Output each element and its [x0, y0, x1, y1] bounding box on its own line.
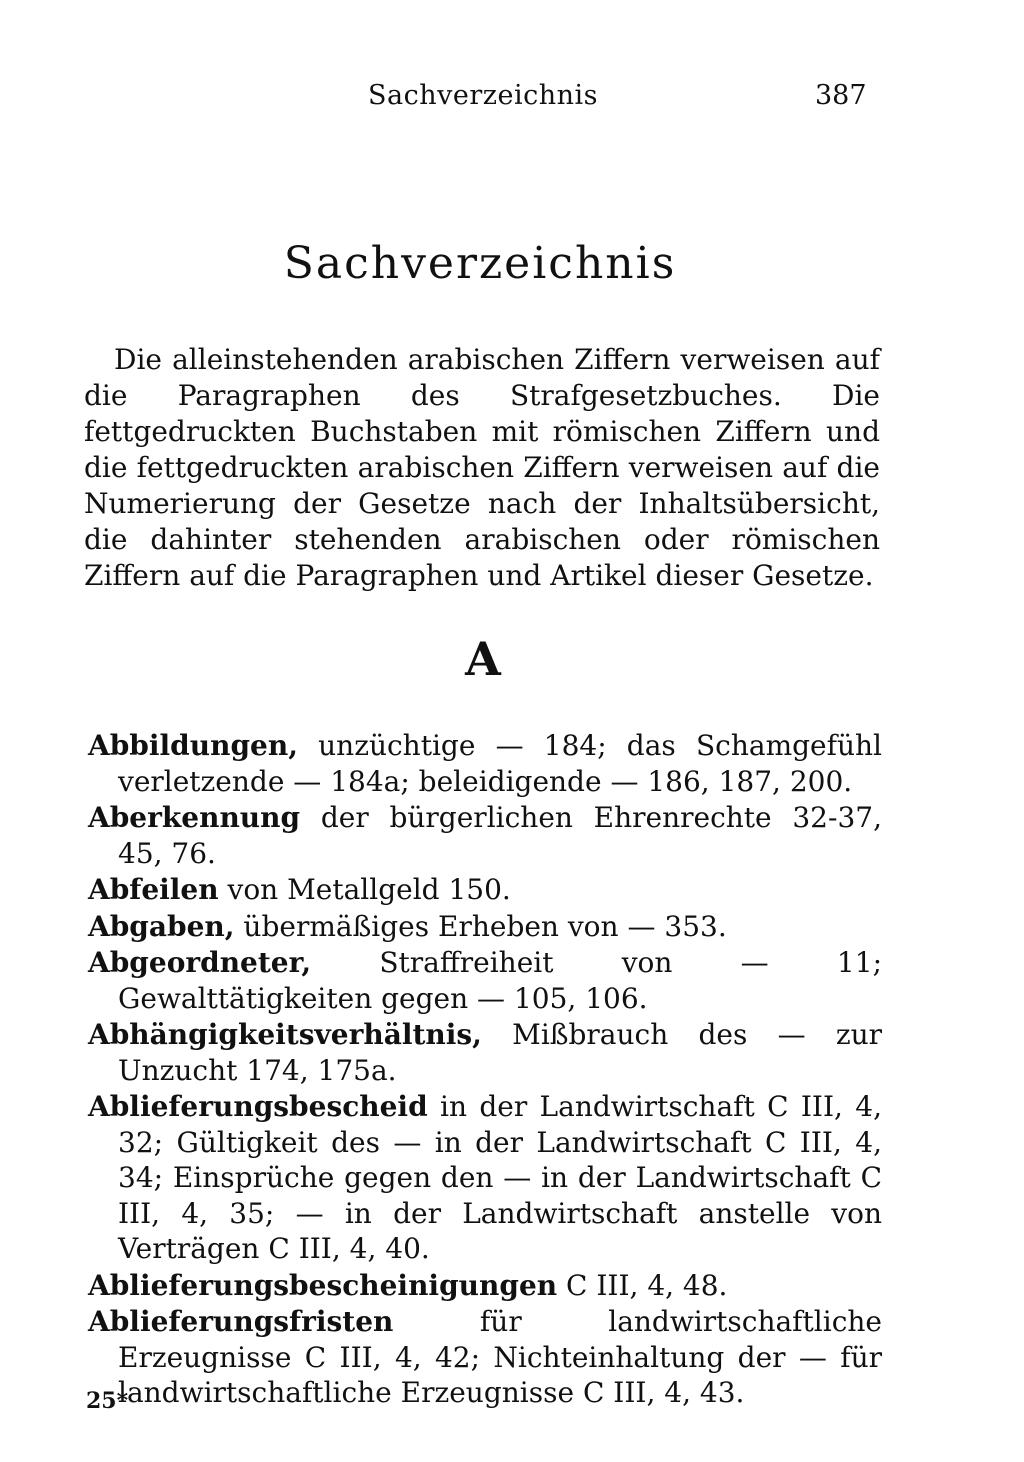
- index-entry-text: Straffreiheit von — 11; Gewalttätigkeiten gegen — 105, 106.: [118, 946, 882, 1015]
- page-number: 387: [815, 80, 867, 111]
- index-entry-text: übermäßiges Erheben von — 353.: [234, 909, 727, 943]
- index-entry: [88, 1268, 882, 1304]
- index-term: Abfeilen: [88, 873, 219, 906]
- index-entry-text: unzüchtige — 184; das Schamgefühl verletzende — 184a; beleidigende — 186, 187, 200.: [118, 729, 882, 798]
- index-term: Ablieferungsbescheid: [88, 1090, 428, 1123]
- index-term: Aberkennung: [88, 801, 301, 834]
- index-entry: [88, 1017, 882, 1088]
- index-term: Abbildungen,: [88, 729, 298, 762]
- page-title: Sachverzeichnis: [283, 238, 677, 289]
- index-entry: [88, 1089, 882, 1267]
- index-term: Ablieferungsfristen: [88, 1305, 394, 1338]
- index-entry: [88, 800, 882, 871]
- index-entry-text: von Metallgeld 150.: [218, 873, 511, 906]
- index-term: Abgaben,: [88, 909, 235, 943]
- index-entry: [88, 945, 882, 1016]
- index-entry-text: C III, 4, 48.: [557, 1268, 728, 1302]
- signature-mark: 25*: [86, 1388, 129, 1414]
- running-head-title: Sachverzeichnis: [368, 80, 598, 111]
- index-entry-text: Mißbrauch des — zur Unzucht 174, 175a.: [118, 1018, 882, 1087]
- index-term: Abhängigkeitsverhältnis,: [88, 1018, 482, 1051]
- index-term: Ablieferungsbescheinigungen: [88, 1268, 558, 1302]
- intro-paragraph: Die alleinstehenden arabischen Ziffern verweisen auf die Paragraphen des Strafgesetzbuches. Die fettgedruckten Buchstaben mit römischen Ziffern und die fettgedruckten arabischen Ziffern verweisen auf die Numerierung der Gesetze nach der Inhaltsübersicht, die dahinter stehenden arabischen oder römischen Ziffern auf die Paragraphen und Artikel dieser Gesetze.: [84, 343, 880, 592]
- index-entry-text: der bürgerlichen Ehrenrechte 32-37, 45, 76.: [118, 801, 882, 870]
- index-entries: [88, 728, 882, 1412]
- index-entry: [88, 872, 882, 908]
- index-entry: [88, 728, 882, 799]
- index-term: Abgeordneter,: [88, 946, 312, 979]
- index-entry: [88, 909, 882, 945]
- index-entry-text: in der Landwirtschaft C III, 4, 32; Gültigkeit des — in der Landwirtschaft C III, 4, 34; Einsprüche gegen den — in der Landwirtschaft C III, 4, 35; — in der Landwirtschaft anstelle von Verträgen C III, 4, 40.: [118, 1090, 882, 1265]
- section-letter: A: [465, 632, 501, 686]
- index-entry: [88, 1304, 882, 1411]
- index-entry-text: für landwirtschaftliche Erzeugnisse C III, 4, 42; Nichteinhaltung der — für landwirtschaftliche Erzeugnisse C III, 4, 43.: [118, 1305, 882, 1409]
